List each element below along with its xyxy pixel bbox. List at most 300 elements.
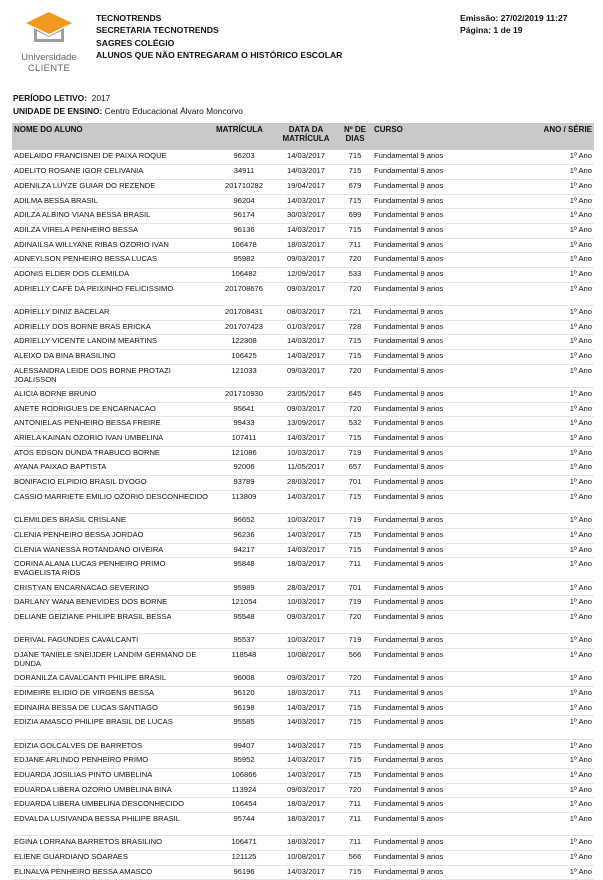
student-name-cell: EGINA LORRANA BARRETOS BRASILINO <box>12 836 214 851</box>
student-name-cell: ADRIELLY CAFÉ DA PEIXINHO FELICISSIMO <box>12 282 214 305</box>
course-cell: Fundamental 9 anos <box>372 596 532 611</box>
student-name-cell: ANETE RODRIGUES DE ENCARNACAO <box>12 402 214 417</box>
days-cell: 566 <box>338 648 372 671</box>
enrollment-cell: 121054 <box>214 596 274 611</box>
header-year-grade: ANO / SÉRIE <box>532 123 594 150</box>
course-cell: Fundamental 9 anos <box>372 402 532 417</box>
table-row <box>12 238 594 253</box>
table-row <box>12 543 594 558</box>
enrollment-cell: 92006 <box>214 461 274 476</box>
year-grade-cell: 1º Ano <box>532 798 594 813</box>
course-cell: Fundamental 9 anos <box>372 461 532 476</box>
logo-text-line2: CLIENTE <box>27 63 71 74</box>
days-cell: 533 <box>338 268 372 283</box>
table-row <box>12 417 594 432</box>
year-grade-cell: 1º Ano <box>532 223 594 238</box>
course-cell: Fundamental 9 anos <box>372 305 532 320</box>
enrollment-cell: 106478 <box>214 238 274 253</box>
university-logo <box>14 10 84 78</box>
enrollment-cell: 201710930 <box>214 388 274 403</box>
enrollment-date-cell: 09/03/2017 <box>274 282 338 305</box>
table-row <box>12 754 594 769</box>
year-grade-cell: 1º Ano <box>532 739 594 754</box>
enrollment-cell: 95641 <box>214 402 274 417</box>
days-cell: 715 <box>338 335 372 350</box>
year-grade-cell: 1º Ano <box>532 238 594 253</box>
days-cell: 719 <box>338 514 372 529</box>
year-grade-cell: 1º Ano <box>532 320 594 335</box>
course-cell: Fundamental 9 anos <box>372 282 532 305</box>
unit-value: Centro Educacional Álvaro Moncorvo <box>104 106 243 116</box>
student-name-cell: EDINAIRA BESSA DE LUCAS SANTIAGO <box>12 701 214 716</box>
year-grade-cell: 1º Ano <box>532 268 594 283</box>
page-counter: Página: 1 de 19 <box>460 25 523 36</box>
table-row <box>12 402 594 417</box>
course-cell: Fundamental 9 anos <box>372 238 532 253</box>
student-name-cell: EDJANE ARLINDO PENHEIRO PRIMO <box>12 754 214 769</box>
enrollment-cell: 201708431 <box>214 305 274 320</box>
student-name-cell: EDIZIA GOLCALVES DE BARRETOS <box>12 739 214 754</box>
course-cell: Fundamental 9 anos <box>372 543 532 558</box>
enrollment-date-cell: 14/03/2017 <box>274 739 338 754</box>
table-row <box>12 783 594 798</box>
table-row <box>12 798 594 813</box>
table-row <box>12 812 594 835</box>
enrollment-date-cell: 01/03/2017 <box>274 320 338 335</box>
table-row <box>12 179 594 194</box>
student-name-cell: ADINAILSA WILLYANE RIBAS OZORIO IVAN <box>12 238 214 253</box>
days-cell: 720 <box>338 282 372 305</box>
period-filter <box>13 92 243 105</box>
days-cell: 715 <box>338 739 372 754</box>
year-grade-cell: 1º Ano <box>532 648 594 671</box>
student-name-cell: DORANILZA CAVALCANTI PHILIPE BRASIL <box>12 672 214 687</box>
student-name-cell: CRISTYAN ENCARNACAO SEVERINO <box>12 581 214 596</box>
student-name-cell: EDIMEIRE ELIDIO DE VIRGENS BESSA <box>12 686 214 701</box>
student-name-cell: ADILMA BESSA BRASIL <box>12 194 214 209</box>
days-cell: 711 <box>338 558 372 581</box>
year-grade-cell: 1º Ano <box>532 209 594 224</box>
student-name-cell: ALEIXO DA BINA BRASILINO <box>12 350 214 365</box>
logo-text-line1: Universidade <box>21 52 77 63</box>
enrollment-cell: 121086 <box>214 446 274 461</box>
enrollment-cell: 121033 <box>214 364 274 387</box>
enrollment-date-cell: 23/05/2017 <box>274 388 338 403</box>
days-cell: 720 <box>338 364 372 387</box>
enrollment-cell: 95548 <box>214 610 274 633</box>
enrollment-date-cell: 10/08/2017 <box>274 648 338 671</box>
student-name-cell: ADENILZA LUYZE GUIAR DO REZENDE <box>12 179 214 194</box>
table-row <box>12 634 594 649</box>
period-label: PERÍODO LETIVO: <box>13 93 87 103</box>
days-cell: 728 <box>338 320 372 335</box>
graduation-cap-logo-icon <box>25 10 73 50</box>
days-cell: 720 <box>338 610 372 633</box>
year-grade-cell: 1º Ano <box>532 596 594 611</box>
days-cell: 715 <box>338 194 372 209</box>
year-grade-cell: 1º Ano <box>532 812 594 835</box>
org-name: TECNOTRENDS <box>96 13 162 23</box>
days-cell: 566 <box>338 850 372 865</box>
enrollment-date-cell: 08/03/2017 <box>274 305 338 320</box>
student-name-cell: CLENIA WANESSA ROTANDANO OIVEIRA <box>12 543 214 558</box>
days-cell: 715 <box>338 223 372 238</box>
days-cell: 720 <box>338 253 372 268</box>
student-name-cell: ADELAIDO FRANCISNEI DE PAIXA ROQUE <box>12 150 214 165</box>
enrollment-cell: 96236 <box>214 528 274 543</box>
student-name-cell: CORINA ALANA LUCAS PENHEIRO PRIMO EVAGELISTA RIOS <box>12 558 214 581</box>
year-grade-cell: 1º Ano <box>532 179 594 194</box>
year-grade-cell: 1º Ano <box>532 701 594 716</box>
student-name-cell: ADNEYLSON PENHEIRO BESSA LUCAS <box>12 253 214 268</box>
year-grade-cell: 1º Ano <box>532 558 594 581</box>
table-row <box>12 194 594 209</box>
course-cell: Fundamental 9 anos <box>372 672 532 687</box>
student-name-cell: ADRIELLY VICENTE LANDIM MEARTINS <box>12 335 214 350</box>
table-row <box>12 364 594 387</box>
report-header <box>96 12 342 62</box>
enrollment-cell: 113924 <box>214 783 274 798</box>
enrollment-cell: 122308 <box>214 335 274 350</box>
enrollment-date-cell: 14/03/2017 <box>274 223 338 238</box>
table-row <box>12 150 594 165</box>
header-student-name: NOME DO ALUNO <box>12 123 214 150</box>
days-cell: 645 <box>338 388 372 403</box>
year-grade-cell: 1º Ano <box>532 850 594 865</box>
student-name-cell: ELINALVA PENHEIRO BESSA AMASCO <box>12 865 214 880</box>
days-cell: 679 <box>338 179 372 194</box>
enrollment-cell: 93789 <box>214 476 274 491</box>
course-cell: Fundamental 9 anos <box>372 581 532 596</box>
enrollment-date-cell: 11/05/2017 <box>274 461 338 476</box>
course-cell: Fundamental 9 anos <box>372 417 532 432</box>
course-cell: Fundamental 9 anos <box>372 223 532 238</box>
enrollment-date-cell: 14/03/2017 <box>274 432 338 447</box>
course-cell: Fundamental 9 anos <box>372 754 532 769</box>
student-name-cell: DJANE TANIELE SNEIJDER LANDIM GERMANO DE DUNDA <box>12 648 214 671</box>
course-cell: Fundamental 9 anos <box>372 209 532 224</box>
enrollment-date-cell: 18/03/2017 <box>274 558 338 581</box>
enrollment-cell: 99407 <box>214 739 274 754</box>
student-name-cell: ADILZA ALBINO VIANA BESSA BRASIL <box>12 209 214 224</box>
days-cell: 711 <box>338 238 372 253</box>
student-name-cell: ALICIA BORNE BRUNO <box>12 388 214 403</box>
student-name-cell: EDUARDA LIBERA UMBELINA DESCONHECIDO <box>12 798 214 813</box>
header-days: Nº DE DIAS <box>338 123 372 150</box>
table-row <box>12 350 594 365</box>
year-grade-cell: 1º Ano <box>532 417 594 432</box>
table-row <box>12 528 594 543</box>
course-cell: Fundamental 9 anos <box>372 634 532 649</box>
year-grade-cell: 1º Ano <box>532 528 594 543</box>
enrollment-cell: 106454 <box>214 798 274 813</box>
table-row <box>12 850 594 865</box>
course-cell: Fundamental 9 anos <box>372 783 532 798</box>
enrollment-cell: 95744 <box>214 812 274 835</box>
days-cell: 715 <box>338 350 372 365</box>
enrollment-date-cell: 10/03/2017 <box>274 446 338 461</box>
enrollment-date-cell: 18/03/2017 <box>274 798 338 813</box>
enrollment-date-cell: 12/09/2017 <box>274 268 338 283</box>
year-grade-cell: 1º Ano <box>532 610 594 633</box>
year-grade-cell: 1º Ano <box>532 150 594 165</box>
table-row <box>12 648 594 671</box>
header-enrollment: MATRÍCULA <box>214 123 274 150</box>
year-grade-cell: 1º Ano <box>532 282 594 305</box>
course-cell: Fundamental 9 anos <box>372 320 532 335</box>
table-row <box>12 305 594 320</box>
table-row <box>12 446 594 461</box>
year-grade-cell: 1º Ano <box>532 305 594 320</box>
student-name-cell: EDVALDA LUSIVANDA BESSA PHILIPE BRASIL <box>12 812 214 835</box>
days-cell: 532 <box>338 417 372 432</box>
enrollment-date-cell: 14/03/2017 <box>274 350 338 365</box>
table-header-row <box>12 123 594 150</box>
days-cell: 719 <box>338 596 372 611</box>
enrollment-cell: 96204 <box>214 194 274 209</box>
days-cell: 715 <box>338 528 372 543</box>
course-cell: Fundamental 9 anos <box>372 490 532 513</box>
student-name-cell: ALESSANDRA LEIDE DOS BORNE PROTAZI JOALISSON <box>12 364 214 387</box>
student-name-cell: ADRIELLY DOS BORNE BRAS ERICKA <box>12 320 214 335</box>
enrollment-cell: 201708676 <box>214 282 274 305</box>
student-name-cell: DERIVAL FAGUNDES CAVALCANTI <box>12 634 214 649</box>
enrollment-cell: 95989 <box>214 581 274 596</box>
year-grade-cell: 1º Ano <box>532 490 594 513</box>
report-meta <box>460 12 568 37</box>
days-cell: 699 <box>338 209 372 224</box>
enrollment-date-cell: 14/03/2017 <box>274 165 338 180</box>
year-grade-cell: 1º Ano <box>532 783 594 798</box>
enrollment-cell: 96008 <box>214 672 274 687</box>
course-cell: Fundamental 9 anos <box>372 812 532 835</box>
table-row <box>12 282 594 305</box>
enrollment-cell: 96203 <box>214 150 274 165</box>
enrollment-date-cell: 18/03/2017 <box>274 238 338 253</box>
course-cell: Fundamental 9 anos <box>372 350 532 365</box>
enrollment-date-cell: 09/03/2017 <box>274 672 338 687</box>
days-cell: 715 <box>338 490 372 513</box>
year-grade-cell: 1º Ano <box>532 581 594 596</box>
header-enrollment-date: DATA DA MATRÍCULA <box>274 123 338 150</box>
report-title: ALUNOS QUE NÃO ENTREGARAM O HISTÓRICO ESCOLAR <box>96 50 343 61</box>
enrollment-date-cell: 14/03/2017 <box>274 543 338 558</box>
table-row <box>12 461 594 476</box>
enrollment-date-cell: 10/03/2017 <box>274 596 338 611</box>
year-grade-cell: 1º Ano <box>532 165 594 180</box>
course-cell: Fundamental 9 anos <box>372 836 532 851</box>
table-row <box>12 836 594 851</box>
table-row <box>12 165 594 180</box>
year-grade-cell: 1º Ano <box>532 461 594 476</box>
enrollment-cell: 96174 <box>214 209 274 224</box>
student-name-cell: DELIANE GEIZIANE PHILIPE BRASIL BESSA <box>12 610 214 633</box>
course-cell: Fundamental 9 anos <box>372 865 532 880</box>
unit-label: UNIDADE DE ENSINO: <box>13 106 103 116</box>
enrollment-cell: 96136 <box>214 223 274 238</box>
course-cell: Fundamental 9 anos <box>372 253 532 268</box>
school-name: SAGRES COLÉGIO <box>96 37 175 48</box>
year-grade-cell: 1º Ano <box>532 865 594 880</box>
enrollment-date-cell: 10/08/2017 <box>274 850 338 865</box>
enrollment-date-cell: 13/09/2017 <box>274 417 338 432</box>
enrollment-date-cell: 10/03/2017 <box>274 634 338 649</box>
students-table <box>12 123 594 880</box>
table-row <box>12 490 594 513</box>
table-row <box>12 701 594 716</box>
course-cell: Fundamental 9 anos <box>372 610 532 633</box>
year-grade-cell: 1º Ano <box>532 476 594 491</box>
course-cell: Fundamental 9 anos <box>372 716 532 739</box>
enrollment-date-cell: 09/03/2017 <box>274 610 338 633</box>
enrollment-cell: 94217 <box>214 543 274 558</box>
enrollment-cell: 95585 <box>214 716 274 739</box>
enrollment-cell: 95982 <box>214 253 274 268</box>
table-row <box>12 716 594 739</box>
course-cell: Fundamental 9 anos <box>372 739 532 754</box>
table-row <box>12 268 594 283</box>
student-name-cell: ADRIELLY DINIZ BACELAR <box>12 305 214 320</box>
days-cell: 711 <box>338 836 372 851</box>
enrollment-cell: 95848 <box>214 558 274 581</box>
table-row <box>12 476 594 491</box>
student-name-cell: ADILZA VIRELA PENHEIRO BESSA <box>12 223 214 238</box>
year-grade-cell: 1º Ano <box>532 350 594 365</box>
course-cell: Fundamental 9 anos <box>372 268 532 283</box>
table-row <box>12 768 594 783</box>
table-row <box>12 865 594 880</box>
course-cell: Fundamental 9 anos <box>372 648 532 671</box>
report-filters <box>13 92 243 118</box>
student-name-cell: ANTONIELAS PENHEIRO BESSA FREIRE <box>12 417 214 432</box>
enrollment-cell: 107411 <box>214 432 274 447</box>
table-row <box>12 514 594 529</box>
year-grade-cell: 1º Ano <box>532 716 594 739</box>
table-row <box>12 596 594 611</box>
days-cell: 711 <box>338 686 372 701</box>
course-cell: Fundamental 9 anos <box>372 179 532 194</box>
enrollment-date-cell: 19/04/2017 <box>274 179 338 194</box>
student-name-cell: ELIENE GUARDIANO SOARAES <box>12 850 214 865</box>
enrollment-date-cell: 14/03/2017 <box>274 528 338 543</box>
enrollment-cell: 95537 <box>214 634 274 649</box>
days-cell: 715 <box>338 543 372 558</box>
course-cell: Fundamental 9 anos <box>372 686 532 701</box>
student-name-cell: ARIELA KAINAN OZORIO IVAN UMBELINA <box>12 432 214 447</box>
course-cell: Fundamental 9 anos <box>372 165 532 180</box>
student-name-cell: CASSIO MARRIETE EMILIO OZORIO DESCONHECIDO <box>12 490 214 513</box>
days-cell: 719 <box>338 634 372 649</box>
year-grade-cell: 1º Ano <box>532 194 594 209</box>
days-cell: 715 <box>338 865 372 880</box>
enrollment-cell: 96120 <box>214 686 274 701</box>
year-grade-cell: 1º Ano <box>532 514 594 529</box>
issue-date: Emissão: 27/02/2019 11:27 <box>460 13 568 23</box>
year-grade-cell: 1º Ano <box>532 634 594 649</box>
enrollment-date-cell: 28/03/2017 <box>274 476 338 491</box>
days-cell: 715 <box>338 701 372 716</box>
enrollment-cell: 121125 <box>214 850 274 865</box>
student-name-cell: DARLANY WANA BENEVIDES DOS BORNE <box>12 596 214 611</box>
enrollment-cell: 34911 <box>214 165 274 180</box>
enrollment-date-cell: 14/03/2017 <box>274 754 338 769</box>
days-cell: 657 <box>338 461 372 476</box>
course-cell: Fundamental 9 anos <box>372 514 532 529</box>
year-grade-cell: 1º Ano <box>532 836 594 851</box>
days-cell: 721 <box>338 305 372 320</box>
course-cell: Fundamental 9 anos <box>372 768 532 783</box>
enrollment-date-cell: 14/03/2017 <box>274 768 338 783</box>
table-row <box>12 739 594 754</box>
year-grade-cell: 1º Ano <box>532 754 594 769</box>
table-row <box>12 388 594 403</box>
table-row <box>12 223 594 238</box>
enrollment-date-cell: 14/03/2017 <box>274 716 338 739</box>
course-cell: Fundamental 9 anos <box>372 388 532 403</box>
table-row <box>12 432 594 447</box>
enrollment-cell: 201710282 <box>214 179 274 194</box>
student-name-cell: AYANA PAIXAO BAPTISTA <box>12 461 214 476</box>
enrollment-cell: 96196 <box>214 865 274 880</box>
student-name-cell: EDUARDA LIBERA OZORIO UMBELINA BINA <box>12 783 214 798</box>
course-cell: Fundamental 9 anos <box>372 194 532 209</box>
table-row <box>12 558 594 581</box>
days-cell: 701 <box>338 476 372 491</box>
student-name-cell: EDUARDA JOSILIAS PINTO UMBELINA <box>12 768 214 783</box>
enrollment-cell: 118548 <box>214 648 274 671</box>
enrollment-date-cell: 14/03/2017 <box>274 194 338 209</box>
year-grade-cell: 1º Ano <box>532 364 594 387</box>
enrollment-cell: 113809 <box>214 490 274 513</box>
enrollment-date-cell: 09/03/2017 <box>274 402 338 417</box>
enrollment-date-cell: 28/03/2017 <box>274 581 338 596</box>
enrollment-date-cell: 14/03/2017 <box>274 150 338 165</box>
enrollment-cell: 95952 <box>214 754 274 769</box>
enrollment-date-cell: 18/03/2017 <box>274 812 338 835</box>
enrollment-date-cell: 09/03/2017 <box>274 783 338 798</box>
year-grade-cell: 1º Ano <box>532 335 594 350</box>
table-row <box>12 253 594 268</box>
enrollment-date-cell: 30/03/2017 <box>274 209 338 224</box>
course-cell: Fundamental 9 anos <box>372 364 532 387</box>
student-name-cell: BONIFACIO ELPIDIO BRASIL DYOGO <box>12 476 214 491</box>
year-grade-cell: 1º Ano <box>532 432 594 447</box>
course-cell: Fundamental 9 anos <box>372 432 532 447</box>
days-cell: 715 <box>338 716 372 739</box>
unit-filter <box>13 105 243 118</box>
enrollment-cell: 96652 <box>214 514 274 529</box>
course-cell: Fundamental 9 anos <box>372 701 532 716</box>
enrollment-cell: 96198 <box>214 701 274 716</box>
enrollment-cell: 106866 <box>214 768 274 783</box>
course-cell: Fundamental 9 anos <box>372 558 532 581</box>
course-cell: Fundamental 9 anos <box>372 150 532 165</box>
student-name-cell: ATOS EDSON DUNDA TRABUCO BORNE <box>12 446 214 461</box>
days-cell: 720 <box>338 672 372 687</box>
secretariat-name: SECRETARIA TECNOTRENDS <box>96 25 219 36</box>
enrollment-cell: 99433 <box>214 417 274 432</box>
course-cell: Fundamental 9 anos <box>372 528 532 543</box>
table-row <box>12 610 594 633</box>
days-cell: 715 <box>338 150 372 165</box>
table-row <box>12 209 594 224</box>
enrollment-date-cell: 14/03/2017 <box>274 865 338 880</box>
enrollment-date-cell: 18/03/2017 <box>274 836 338 851</box>
course-cell: Fundamental 9 anos <box>372 850 532 865</box>
enrollment-date-cell: 14/03/2017 <box>274 701 338 716</box>
table-row <box>12 686 594 701</box>
days-cell: 715 <box>338 754 372 769</box>
